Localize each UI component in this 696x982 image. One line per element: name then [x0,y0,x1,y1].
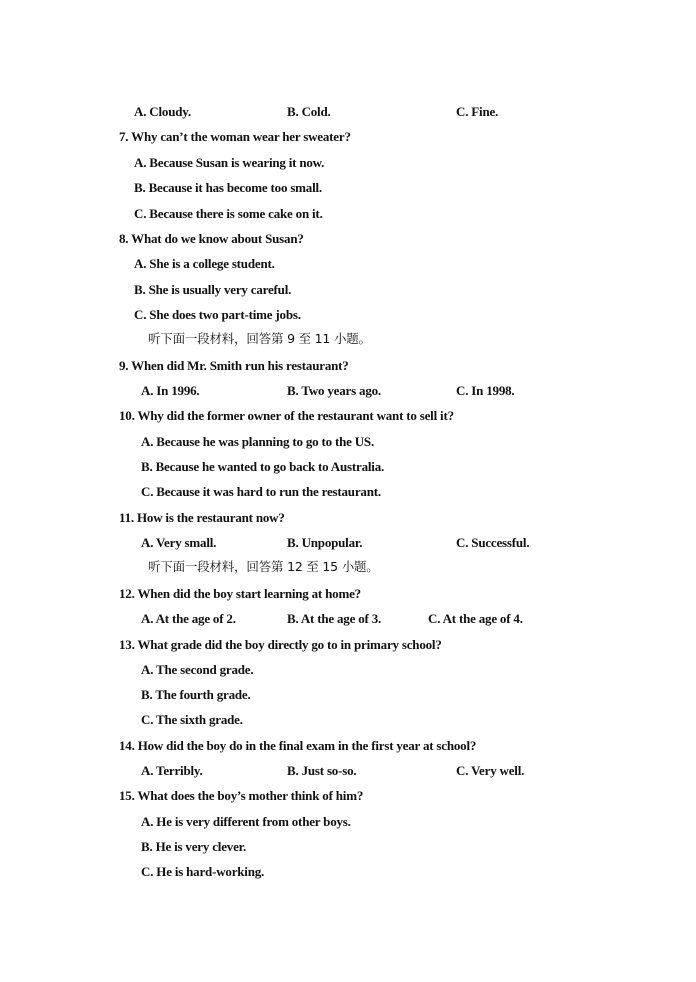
q14-option-b: B. Just so-so. [287,763,357,778]
q13-option-b: B. The fourth grade. [141,687,251,702]
q11-option-c: C. Successful. [456,535,530,550]
q6-option-b: B. Cold. [287,104,331,119]
q12-option-c: C. At the age of 4. [428,611,523,626]
q14-option-a: A. Terribly. [141,763,203,778]
q14-stem: 14. How did the boy do in the final exam in the first year at school? [119,738,477,753]
q9-option-a: A. In 1996. [141,383,200,398]
q10-option-b: B. Because he wanted to go back to Australia. [141,459,385,474]
q10-stem: 10. Why did the former owner of the restaurant want to sell it? [119,408,454,423]
q15-option-a: A. He is very different from other boys. [141,814,351,829]
q8-stem: 8. What do we know about Susan? [119,231,304,246]
q13-option-c: C. The sixth grade. [141,712,243,727]
q12-option-a: A. At the age of 2. [141,611,236,626]
section-header-9-11: 听下面一段材料，回答第 9 至 11 小题。 [148,331,371,346]
q9-stem: 9. When did Mr. Smith run his restaurant? [119,358,349,373]
q15-stem: 15. What does the boy’s mother think of him? [119,788,364,803]
q8-option-c: C. She does two part-time jobs. [134,307,301,322]
q12-stem: 12. When did the boy start learning at home? [119,586,361,601]
q6-option-c: C. Fine. [456,104,499,119]
q13-option-a: A. The second grade. [141,662,254,677]
q14-option-c: C. Very well. [456,763,525,778]
q7-option-b: B. Because it has become too small. [134,180,322,195]
q7-stem: 7. Why can’t the woman wear her sweater? [119,129,351,144]
q8-option-b: B. She is usually very careful. [134,282,292,297]
q12-option-b: B. At the age of 3. [287,611,382,626]
q11-option-a: A. Very small. [141,535,217,550]
q11-stem: 11. How is the restaurant now? [119,510,285,525]
q7-option-c: C. Because there is some cake on it. [134,206,323,221]
section-header-12-15: 听下面一段材料，回答第 12 至 15 小题。 [148,559,379,574]
q13-stem: 13. What grade did the boy directly go to in primary school? [119,637,442,652]
q9-option-b: B. Two years ago. [287,383,381,398]
q10-option-c: C. Because it was hard to run the restaurant. [141,484,381,499]
q10-option-a: A. Because he was planning to go to the US. [141,434,375,449]
q11-option-b: B. Unpopular. [287,535,363,550]
q6-option-a: A. Cloudy. [134,104,191,119]
q15-option-c: C. He is hard-working. [141,864,265,879]
q8-option-a: A. She is a college student. [134,256,275,271]
q9-option-c: C. In 1998. [456,383,515,398]
q15-option-b: B. He is very clever. [141,839,247,854]
q7-option-a: A. Because Susan is wearing it now. [134,155,325,170]
